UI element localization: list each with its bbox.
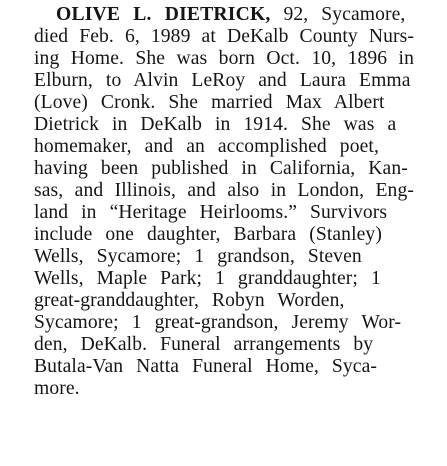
obituary-line-8: having been published in California, Kan- — [34, 158, 408, 179]
obituary-line-18: more. — [34, 378, 80, 399]
obituary-line-17: Butala-Van Natta Funeral Home, Syca- — [34, 356, 378, 377]
obituary-line-13: Wells, Maple Park; 1 granddaughter; 1 — [34, 268, 381, 289]
obituary-line-4: Elburn, to Alvin LeRoy and Laura Emma — [34, 70, 411, 91]
deceased-name: OLIVE L. DIETRICK, — [56, 4, 271, 25]
obituary-line-3: ing Home. She was born Oct. 10, 1896 in — [34, 48, 414, 69]
obituary-line-15: Sycamore; 1 great-grandson, Jeremy Wor- — [34, 312, 402, 333]
obituary-line-16: den, DeKalb. Funeral arrangements by — [34, 334, 374, 355]
obituary-line-7: homemaker, and an accomplished poet, — [34, 136, 379, 157]
obituary-line-6: Dietrick in DeKalb in 1914. She was a — [34, 114, 397, 135]
obituary-line-14: great-granddaughter, Robyn Worden, — [34, 290, 345, 311]
obituary-line-2: died Feb. 6, 1989 at DeKalb County Nurs- — [34, 26, 415, 47]
obituary-text — [34, 4, 414, 400]
obituary-line-1 — [34, 4, 414, 26]
obituary-line-10: land in “Heritage Heirlooms.” Survivors — [34, 202, 388, 223]
obituary-line-9: sas, and Illinois, and also in London, Eng- — [34, 180, 414, 201]
obituary-line-1-rest: 92, Sycamore, — [270, 4, 406, 25]
obituary-line-12: Wells, Sycamore; 1 grandson, Steven — [34, 246, 362, 267]
obituary-line-11: include one daughter, Barbara (Stanley) — [34, 224, 382, 245]
obituary-line-5: (Love) Cronk. She married Max Albert — [34, 92, 385, 113]
